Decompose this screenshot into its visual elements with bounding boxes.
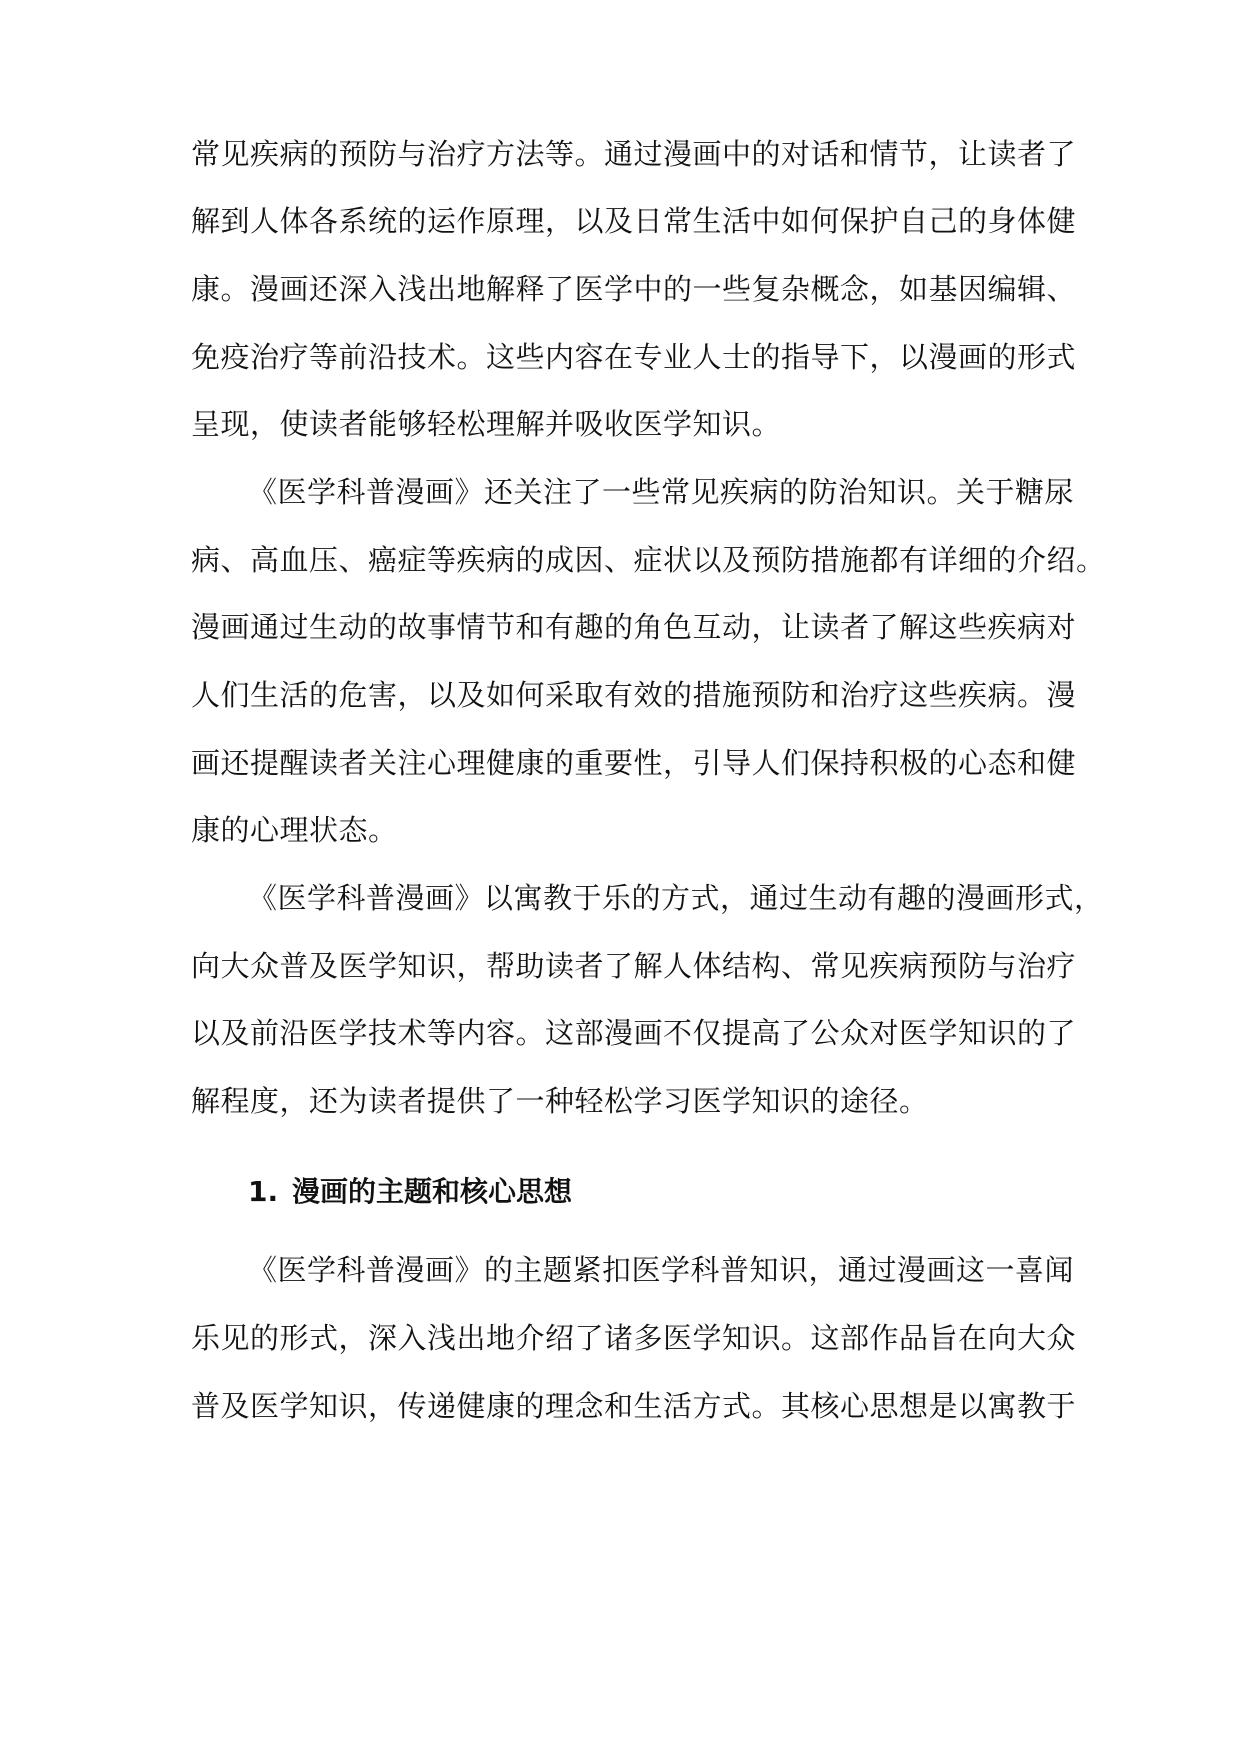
paragraph-1-line-2: 解到人体各系统的运作原理，以及日常生活中如何保护自己的身体健 (191, 204, 1077, 238)
section-paragraph-line-3: 普及医学知识，传递健康的理念和生活方式。其核心思想是以寓教于 (191, 1389, 1077, 1423)
paragraph-3-line-1: 《医学科普漫画》以寓教于乐的方式，通过生动有趣的漫画形式， (248, 881, 1104, 915)
section-title: 漫画的主题和核心思想 (292, 1175, 573, 1208)
paragraph-2-line-1: 《医学科普漫画》还关注了一些常见疾病的防治知识。关于糖尿 (248, 475, 1075, 509)
section-paragraph-line-1: 《医学科普漫画》的主题紧扣医学科普知识，通过漫画这一喜闻 (248, 1253, 1075, 1287)
paragraph-1-line-1: 常见疾病的预防与治疗方法等。通过漫画中的对话和情节，让读者了 (191, 137, 1077, 171)
paragraph-2-line-6: 康的心理状态。 (191, 813, 398, 847)
paragraph-3-line-3: 以及前沿医学技术等内容。这部漫画不仅提高了公众对医学知识的了 (191, 1016, 1077, 1050)
section-number: 1. (248, 1175, 279, 1208)
paragraph-1-line-5: 呈现，使读者能够轻松理解并吸收医学知识。 (191, 407, 782, 441)
paragraph-2-line-4: 人们生活的危害，以及如何采取有效的措施预防和治疗这些疾病。漫 (191, 678, 1077, 712)
section-heading (248, 1170, 572, 1214)
paragraph-2-line-3: 漫画通过生动的故事情节和有趣的角色互动，让读者了解这些疾病对 (191, 610, 1077, 644)
paragraph-3-line-2: 向大众普及医学知识，帮助读者了解人体结构、常见疾病预防与治疗 (191, 949, 1077, 983)
paragraph-2-line-5: 画还提醒读者关注心理健康的重要性，引导人们保持积极的心态和健 (191, 746, 1077, 780)
paragraph-2-line-2: 病、高血压、癌症等疾病的成因、症状以及预防措施都有详细的介绍。 (191, 543, 1106, 577)
paragraph-3-line-4: 解程度，还为读者提供了一种轻松学习医学知识的途径。 (191, 1084, 929, 1118)
section-paragraph-line-2: 乐见的形式，深入浅出地介绍了诸多医学知识。这部作品旨在向大众 (191, 1321, 1077, 1355)
paragraph-1-line-4: 免疫治疗等前沿技术。这些内容在专业人士的指导下，以漫画的形式 (191, 340, 1077, 374)
paragraph-1-line-3: 康。漫画还深入浅出地解释了医学中的一些复杂概念，如基因编辑、 (191, 272, 1077, 306)
